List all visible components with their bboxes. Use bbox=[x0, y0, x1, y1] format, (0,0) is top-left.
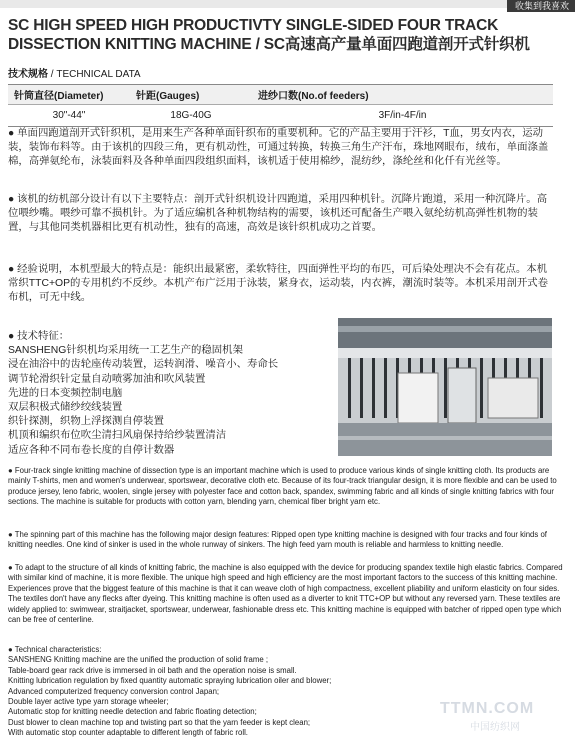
cn-paragraph-2: ● 该机的纺机部分设计有以下主要特点：剖开式针织机设计四跑道，采用四种机针。沉降片跑道，采用一种沉降片。高位喂纱嘴。喂纱可靠不损机针。为了适应编机各种机物结构的需要，该机还可配备生产喂入氨纶纺机高弹性机物的装置，与其他同类机器相比更有机动性，独有的高速，高效是该针织机成功之首要。 bbox=[8, 194, 548, 234]
knitting-machine-image bbox=[338, 318, 552, 456]
features-title: ● 技术特征： bbox=[8, 331, 70, 342]
feature-item: 先进的日本变频控制电脑 bbox=[8, 387, 123, 399]
spec-val-gauges: 18G-40G bbox=[130, 105, 252, 127]
feature-item: 织针探测，织物上浮探测自停装置 bbox=[8, 416, 164, 428]
title-line2 bbox=[8, 35, 568, 54]
feature-item: SANSHENG针织机均采用统一工艺生产的稳固机架 bbox=[8, 345, 243, 357]
spec-val-feeders: 3F/in-4F/in bbox=[252, 105, 553, 127]
spec-table bbox=[8, 85, 553, 127]
tech-item: SANSHENG Knitting machine are the unified the production of solid frame ; bbox=[8, 655, 269, 665]
tech-item: Advanced computerized frequency conversion control Japan; bbox=[8, 686, 220, 696]
spec-heading bbox=[8, 66, 553, 85]
spec-value-row bbox=[8, 105, 553, 127]
collect-button[interactable]: 收集到我喜欢 bbox=[507, 0, 575, 12]
spec-header-row bbox=[8, 85, 553, 105]
title-line1: SC HIGH SPEED HIGH PRODUCTIVTY SINGLE-SIDED FOUR TRACK bbox=[8, 17, 499, 34]
watermark: TTMN.COM bbox=[440, 700, 535, 717]
tech-title: ● Technical characteristics: bbox=[8, 645, 102, 654]
tech-item: Table-board gear rack drive is immersed in oil bath and the operation noise is small. bbox=[8, 665, 297, 675]
title-line2-en: DISSECTION KNITTING MACHINE / bbox=[8, 36, 264, 53]
tech-item: Dust blower to clean machine top and twisting part so that the yarn feeder is kept clean; bbox=[8, 717, 311, 727]
tech-item: Automatic stop for knitting needle detection and fabric floating detection; bbox=[8, 707, 257, 717]
spec-col-feeders: 进纱口数(No.of feeders) bbox=[252, 85, 553, 105]
tech-item: Double layer active type yarn storage wheeler; bbox=[8, 697, 169, 707]
spec-heading-en: / TECHNICAL DATA bbox=[48, 69, 141, 80]
title-line2-cn: SC高速高产量单面四跑道剖开式针织机 bbox=[263, 36, 530, 53]
cn-paragraph-1: ● 单面四跑道剖开式针织机，是用来生产各种单面针织布的重要机种。它的产品主要用于汗衫，T血，男女内衣，运动装，装饰布料等。由于该机的四段三角，更有机动性，可通过转换，转换三角生产汗布，珠地网眼布，绒布，单面涤盖棉，高弹氨纶布，泳装面料及各种单面四段组织面料，该机适于使用棉纱，混纺纱，涤纶丝和化仟有光丝等。 bbox=[8, 128, 549, 168]
cn-paragraph-3: ● 经验说明，本机型最大的特点是：能织出最紧密，柔软特往，四面弹性平均的布匹，可后染处理决不会有花点。本机常织TTC+OP的专用机约不反纱。本机产布广泛用于泳装，紧身衣，运动装，内衣裤，潮流时装等。本机采用剖开式卷布机，可无中线。 bbox=[8, 264, 549, 304]
spec-col-gauges: 针距(Gauges) bbox=[130, 85, 252, 105]
spec-col-diameter: 针筒直径(Diameter) bbox=[8, 85, 130, 105]
feature-item: 适应各种不同布卷长度的自停计数器 bbox=[8, 444, 175, 456]
feature-item: 浸在油浴中的齿轮座传动装置，运转润滑、噪音小、寿命长 bbox=[8, 359, 279, 371]
feature-item: 机顶和编织布位吹尘清扫风扇保持给纱装置清洁 bbox=[8, 430, 227, 442]
feature-item: 双层积极式储纱绞线装置 bbox=[8, 402, 123, 414]
spec-val-diameter: 30"-44" bbox=[8, 105, 130, 127]
cn-features bbox=[8, 330, 333, 458]
spec-heading-cn: 技术规格 bbox=[8, 69, 48, 80]
en-paragraph-2: ● The spinning part of this machine has the following major design features: Ripped open type knitting machine is designed with four tracks and four kinds of knitting needles. One kind of sinker is used in the whole runway of sinkers. The high feed yarn mouth is reliable and harmless to knitting needle. bbox=[8, 530, 547, 550]
tech-item: Knitting lubrication regulation by fixed quantity automatic spraying lubrication oiler and blower; bbox=[8, 676, 332, 686]
tech-item: With automatic stop counter adaptable to different length of fabric roll. bbox=[8, 728, 248, 738]
en-paragraph-3: ● To adapt to the structure of all kinds of knitting fabric, the machine is also equipped with the device for producing spandex textile high elastic fabrics. Compared with similar kind of machine, it is more flexible. The unique high speed and high efficiency are the most important factors to the success of this knitting machine. Experiences prove that the biggest feature of this machine is that it can weave cloth of high compactness, excellent pliability and uniform elasticity on four sides. The textiles don't have any flecks after dyeing. This knitting machine is often used as a diverter to knit TTC+OP but without any reversed yarn. These textiles are widely applied to: swimwear, straitjacket, sportswear, underwear, fashionable dress etc. This knitting machine is equipped with batcher of ripped open type which can be free of centerline. bbox=[8, 563, 563, 625]
watermark-sub: 中国纺织网 bbox=[470, 722, 520, 733]
page-title bbox=[8, 16, 568, 54]
machine-photo bbox=[338, 318, 552, 456]
en-paragraph-1: ● Four-track single knitting machine of dissection type is an important machine which is used to produce various kinds of single knitting cloth. Its products are mainly T-shirts, men and women's underwear, sportswear, decorative cloth etc. Because of its four-track triangular design, it is more flexible and can be used to produce jersey, leno fabric, woolen, single jersey with polyester face and cotton back, spandex, swimming fabric and all kinds of single knitting fabrics with four sections. The machine is suitable for products with cotton yarn, blending yarn, chemical fiber bright yarn etc. bbox=[8, 466, 557, 507]
feature-item: 调节轮滑织针定量自动喷雾加油和吹风装置 bbox=[8, 373, 206, 385]
top-strip bbox=[0, 0, 575, 8]
